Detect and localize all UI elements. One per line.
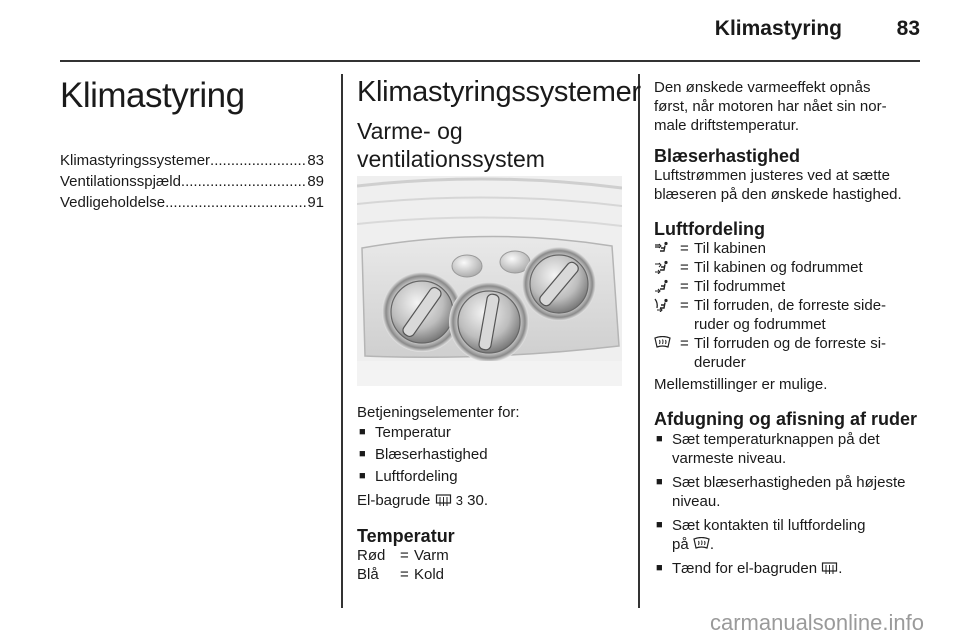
toc-page: 91 [307,194,324,211]
list-item-text: varmeste niveau. [672,450,787,467]
controls-list [357,423,627,486]
bullet-square-icon: ■ [359,448,366,460]
equals-sign: = [680,297,689,314]
windscreen-footwell-icon [654,298,671,312]
list-item-text: Blæserhastighed [375,446,488,463]
air-distribution-text: Til forruden, de forreste side- [694,297,887,314]
list-item-text: Tænd for el-bagruden [672,560,818,577]
chapter-title: Klimastyring [60,76,245,115]
windscreen-defrost-icon [654,336,671,350]
page-reference-arrow-icon: 3 [455,493,463,508]
air-distribution-table [654,239,944,372]
toc-entry[interactable] [60,192,324,213]
running-header-title: Klimastyring [714,17,842,40]
air-distribution-row [654,334,944,372]
windscreen-defrost-icon [693,537,710,551]
temperature-key: Rød [357,547,386,564]
subsection-heading-line2: ventilationssystem [357,146,545,172]
list-item-text: Sæt kontakten til luftfordeling [672,517,866,534]
bullet-square-icon: ■ [656,562,663,574]
watermark: carmanualsonline.info [709,610,924,635]
list-item [357,423,627,442]
bullet-square-icon: ■ [359,470,366,482]
intro-paragraph [654,78,934,135]
temperature-row [357,546,627,565]
bullet-square-icon: ■ [359,426,366,438]
bullet-square-icon: ■ [656,433,663,445]
equals-sign: = [680,278,689,295]
subsection-heading-line1: Varme- og [357,118,463,144]
air-distribution-text: Til kabinen [694,240,766,257]
paragraph-line: først, når motoren har nået sin nor- [654,98,887,115]
controls-intro: Betjeningselementer for: [357,404,520,421]
fan-speed-text [654,166,944,204]
toc-entry[interactable] [60,150,324,171]
air-distribution-row [654,296,944,334]
equals-sign: = [680,240,689,257]
paragraph-line: Den ønskede varmeeffekt opnås [654,79,871,96]
list-item-text: Temperatur [375,424,451,441]
list-item-text: Luftfordeling [375,468,458,485]
air-distribution-row [654,258,944,277]
toc-leader [165,192,307,213]
list-item [654,473,944,511]
air-distribution-text: ruder og fodrummet [694,316,826,333]
equals-sign: = [680,335,689,352]
list-item: ■ Tænd for el-bagruden . [656,560,843,577]
equals-sign: = [400,566,409,583]
toc-page: 83 [307,152,324,169]
column-divider-left [341,74,343,608]
toc-leader [210,150,307,171]
list-item [654,430,944,468]
footwell-icon [654,279,671,293]
rear-window-reference [357,491,488,510]
defog-heading: Afdugning og afisning af ruder [654,409,917,429]
equals-sign: = [680,259,689,276]
toc-label: Klimastyringssystemer [60,152,211,169]
list-item [357,445,627,464]
toc-page: 89 [307,173,324,190]
air-distribution-row [654,239,944,258]
bullet-square-icon: ■ [656,519,663,531]
list-item-text: Sæt blæserhastigheden på højeste [672,474,906,491]
toc-entry[interactable] [60,171,324,192]
temperature-key: Blå [357,566,379,583]
toc-label: Vedligeholdelse [60,194,166,211]
rear-window-heater-icon [435,493,452,507]
page-number: 83 [896,17,920,40]
rear-window-page-ref[interactable]: 30. [462,492,488,509]
temperature-table [357,546,627,584]
bullet-square-icon: ■ [656,476,663,488]
air-distribution-row [654,277,944,296]
list-item-text: niveau. [672,493,721,510]
equals-sign: = [400,547,409,564]
air-distribution-text: Til forruden og de forreste si- [694,335,887,352]
toc-leader [181,171,307,192]
temperature-value: Varm [414,547,449,564]
list-item [357,467,627,486]
temperature-heading: Temperatur [357,526,455,546]
list-item-text: på [672,536,689,553]
column-divider-right [638,74,640,608]
air-distribution-text: deruder [694,354,746,371]
temperature-row [357,565,627,584]
intermediate-positions-note: Mellemstillinger er mulige. [654,376,828,393]
defog-steps-list [654,430,944,578]
temperature-value: Kold [414,566,445,583]
paragraph-line: Luftstrømmen justeres ved at sætte [654,167,890,184]
rear-window-label: El-bagrude [357,492,431,509]
header-divider [60,60,920,62]
section-heading: Klimastyringssystemer [357,76,641,108]
paragraph-line: male driftstemperatur. [654,117,800,134]
fan-speed-heading: Blæserhastighed [654,146,801,166]
air-distribution-text: Til fodrummet [694,278,786,295]
toc-label: Ventilationsspjæld [60,173,181,190]
heater-control-panel-photo [357,176,622,386]
paragraph-line: blæseren på den ønskede hastighed. [654,186,902,203]
cabin-icon [654,241,671,255]
list-item-text: Sæt temperaturknappen på det [672,431,880,448]
list-item: ■ Sæt kontakten til luftfordeling på . [656,517,866,553]
air-distribution-heading: Luftfordeling [654,219,765,239]
rear-window-heater-icon [821,561,838,575]
cabin-footwell-icon [654,260,671,274]
air-distribution-text: Til kabinen og fodrummet [694,259,863,276]
table-of-contents [60,150,324,213]
